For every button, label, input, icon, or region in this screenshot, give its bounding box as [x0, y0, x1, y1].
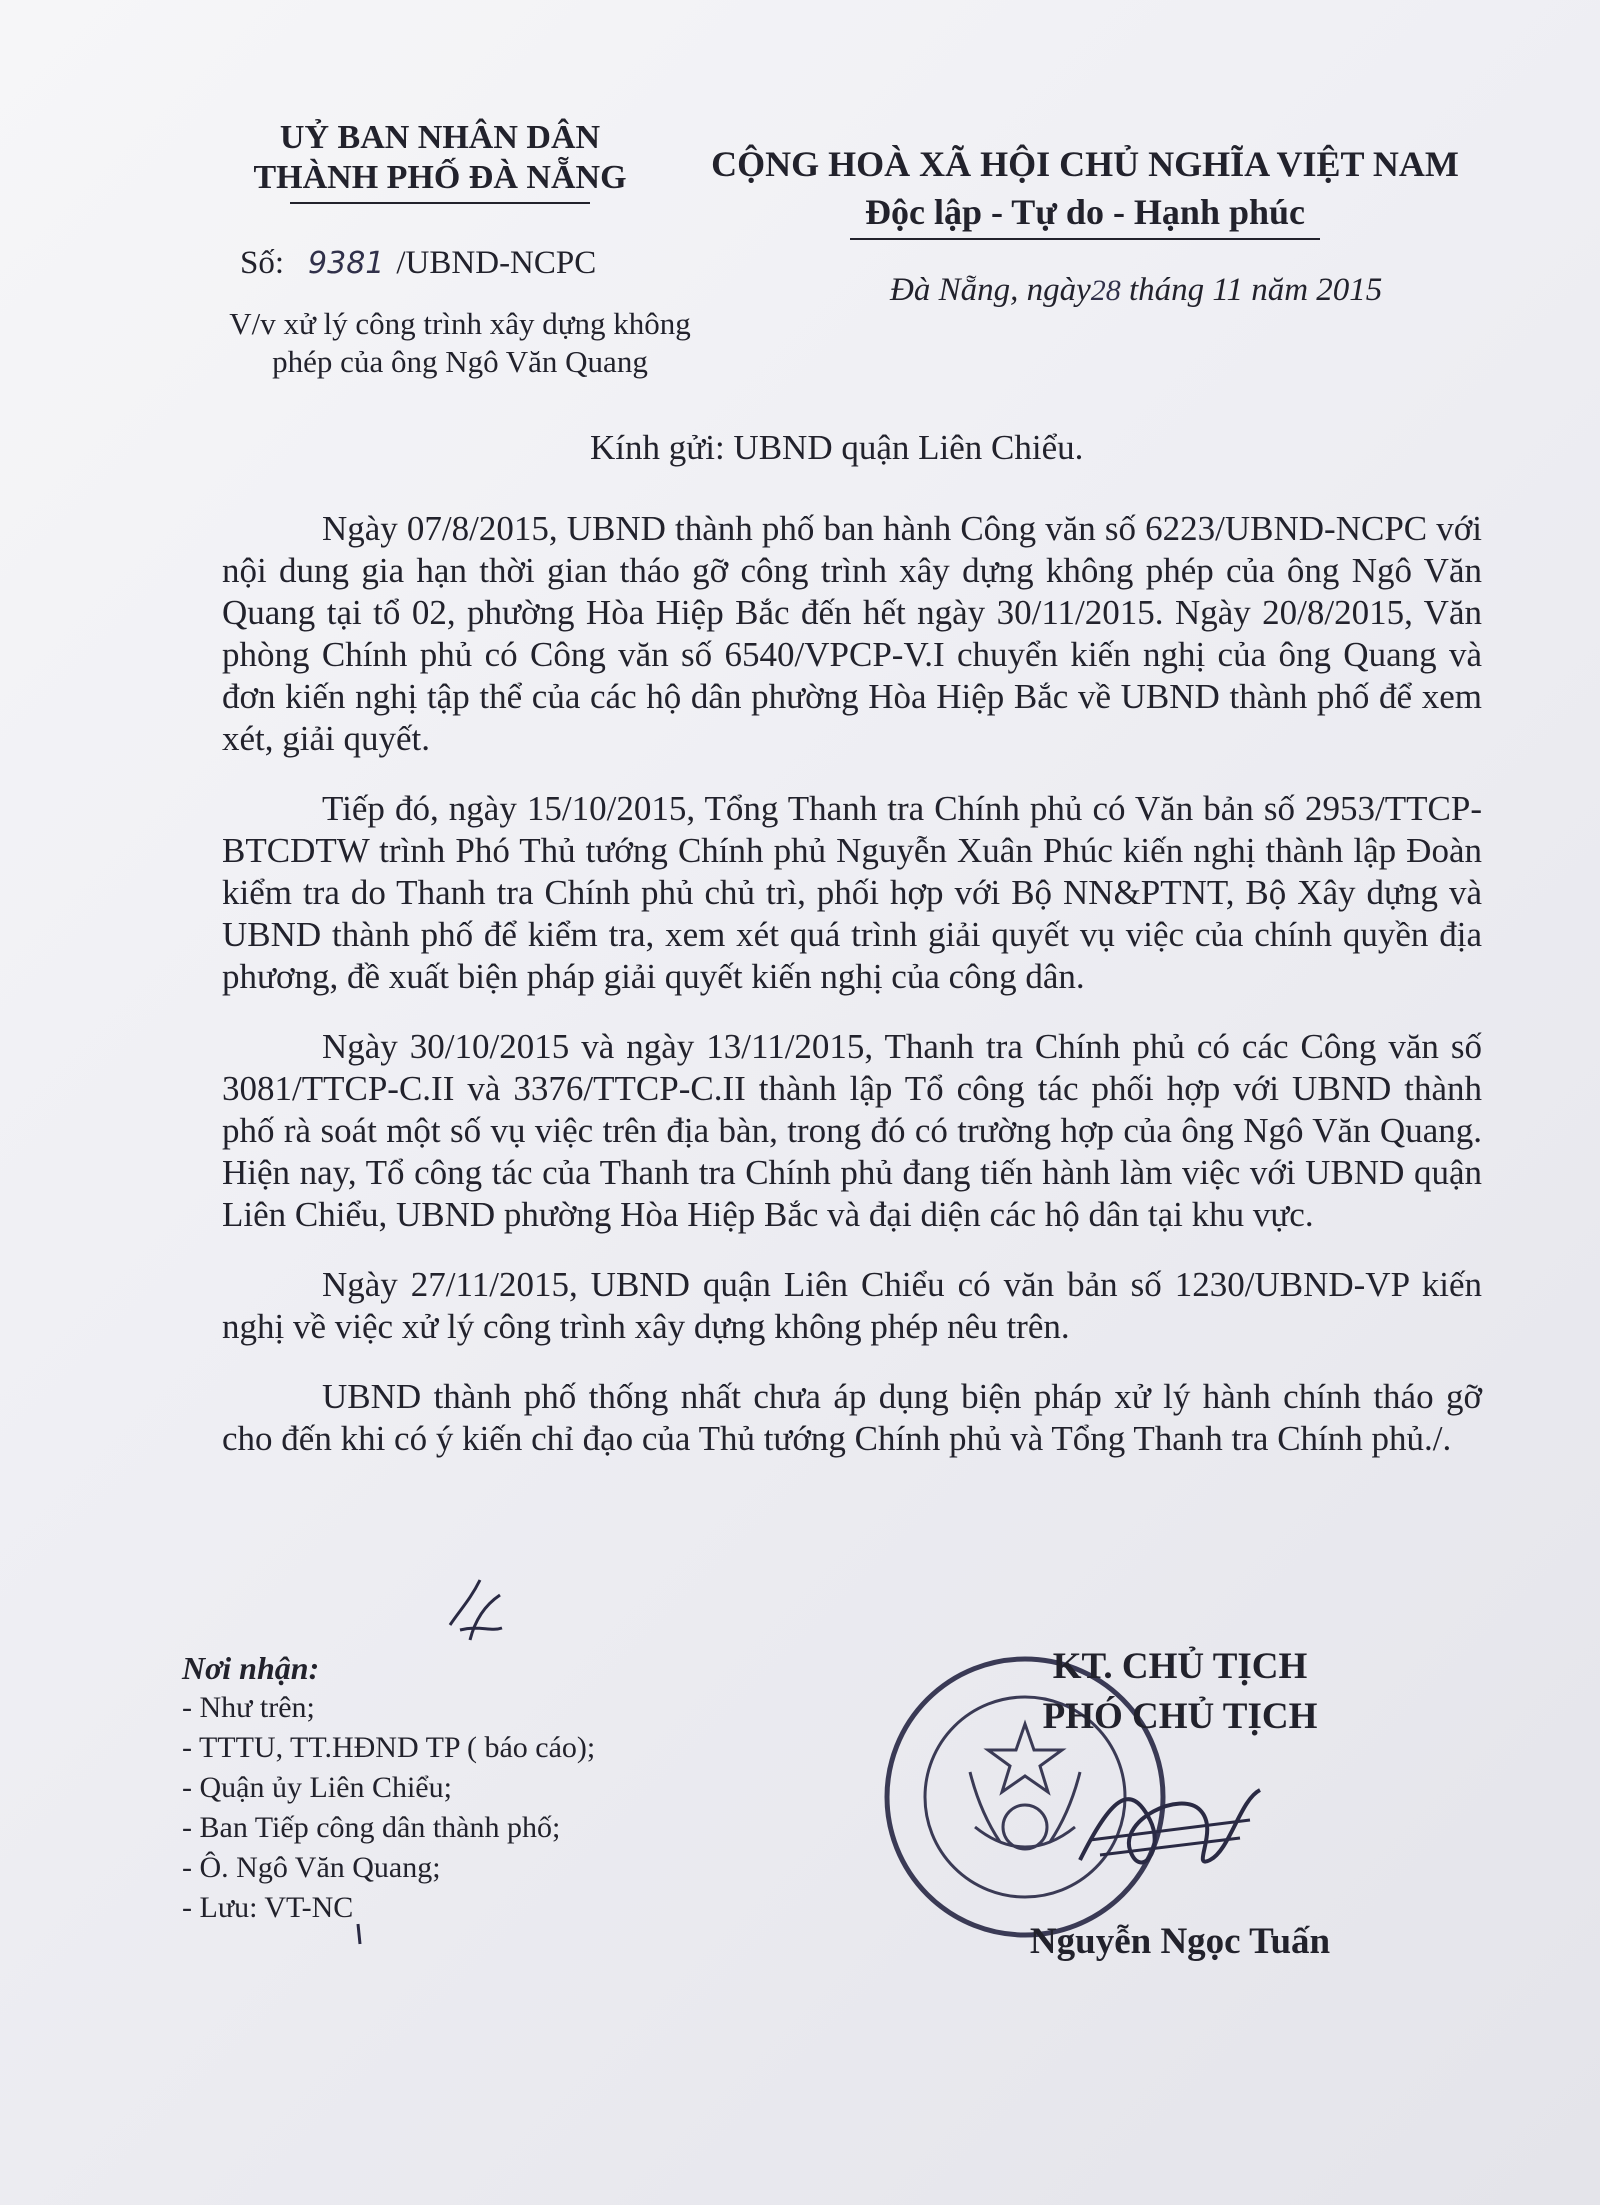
document-date [890, 272, 1382, 309]
distribution-item: - Quận ủy Liên Chiểu; [182, 1771, 452, 1804]
signatory-name: Nguyễn Ngọc Tuấn [1029, 1921, 1331, 1962]
issuer-line2: THÀNH PHỐ ĐÀ NẴNG [253, 159, 627, 196]
body-paragraph: UBND thành phố thống nhất chưa áp dụng biện pháp xử lý hành chính tháo gỡ cho đến khi có ý kiến chỉ đạo của Thủ tướng Chính phủ và Tổng Thanh tra Chính phủ./. [222, 1377, 1482, 1458]
issuer-line1: UỶ BAN NHÂN DÂN [279, 119, 601, 156]
distribution-item: - Ô. Ngô Văn Quang; [182, 1851, 441, 1884]
issuer-header [180, 118, 700, 204]
body-paragraph: Tiếp đó, ngày 15/10/2015, Tổng Thanh tra Chính phủ có Văn bản số 2953/TTCP-BTCDTW trình Phó Thủ tướng Chính phủ Nguyễn Xuân Phúc kiến nghị thành lập Đoàn kiểm tra do Thanh tra Chính phủ chủ trì, phối hợp với Bộ NN&PTNT, Bộ Xây dựng và UBND thành phố để kiểm tra, xem xét quá trình giải quyết vụ việc của chính quyền địa phương, đề xuất biện pháp giải quyết kiến nghị của công dân. [222, 789, 1482, 996]
distribution-item: - TTTU, TT.HĐND TP ( báo cáo); [182, 1731, 596, 1764]
body-paragraph: Ngày 30/10/2015 và ngày 13/11/2015, Thanh tra Chính phủ có các Công văn số 3081/TTCP-C.II và 3376/TTCP-C.II thành lập Tổ công tác phối hợp với UBND thành phố rà soát một số vụ việc trên địa bàn, trong đó có trường hợp của ông Ngô Văn Quang. Hiện nay, Tổ công tác của Thanh tra Chính phủ đang tiến hành làm việc với UBND quận Liên Chiểu, UBND phường Hòa Hiệp Bắc và đại diện các hộ dân tại khu vực. [222, 1027, 1482, 1234]
number-prefix: Số: [240, 245, 285, 281]
recipient-line: Kính gửi: UBND quận Liên Chiểu. [590, 428, 1084, 467]
date-suffix: tháng 11 năm 2015 [1129, 272, 1383, 308]
subject-line [200, 305, 720, 381]
document-number [240, 245, 596, 282]
distribution-title: Nơi nhận: [182, 1650, 320, 1686]
initial-mark-icon [440, 1570, 510, 1650]
national-motto: Độc lập - Tự do - Hạnh phúc [864, 192, 1306, 232]
issuer-underline [290, 202, 590, 204]
number-suffix: /UBND-NCPC [396, 245, 597, 281]
motto-underline [850, 238, 1320, 240]
signatory-line1: KT. CHỦ TỊCH [1052, 1646, 1308, 1687]
date-prefix: Đà Nẵng, ngày [890, 272, 1091, 308]
signatory-line2: PHÓ CHỦ TỊCH [1042, 1696, 1318, 1737]
distribution-list [182, 1648, 595, 1928]
national-header [700, 140, 1470, 240]
distribution-item: - Ban Tiếp công dân thành phố; [182, 1811, 561, 1844]
distribution-item: - Như trên; [182, 1691, 315, 1724]
body-paragraph: Ngày 27/11/2015, UBND quận Liên Chiểu có văn bản số 1230/UBND-VP kiến nghị về việc xử lý công trình xây dựng không phép nêu trên. [222, 1265, 1482, 1346]
distribution-item: - Lưu: VT-NC [182, 1891, 354, 1924]
signatory-title [1000, 1642, 1360, 1742]
handwritten-signature-icon [1070, 1760, 1270, 1900]
number-handwritten: 9381 [308, 246, 385, 281]
subject-line1: V/v xử lý công trình xây dựng không [229, 306, 691, 341]
date-day: 28 [1090, 274, 1121, 307]
body-paragraph: Ngày 07/8/2015, UBND thành phố ban hành Công văn số 6223/UBND-NCPC với nội dung gia hạn thời gian tháo gỡ công trình xây dựng không phép của ông Ngô Văn Quang tại tổ 02, phường Hòa Hiệp Bắc đến hết ngày 30/11/2015. Ngày 20/8/2015, Văn phòng Chính phủ có Công văn số 6540/VPCP-V.I chuyển kiến nghị của ông Quang và đơn kiến nghị tập thể của các hộ dân phường Hòa Hiệp Bắc về UBND thành phố để xem xét, giải quyết. [222, 509, 1482, 758]
document-body [222, 508, 1482, 1488]
national-title: CỘNG HOÀ XÃ HỘI CHỦ NGHĨA VIỆT NAM [711, 144, 1459, 184]
subject-line2: phép của ông Ngô Văn Quang [272, 344, 648, 379]
small-mark-icon [350, 1920, 370, 1950]
